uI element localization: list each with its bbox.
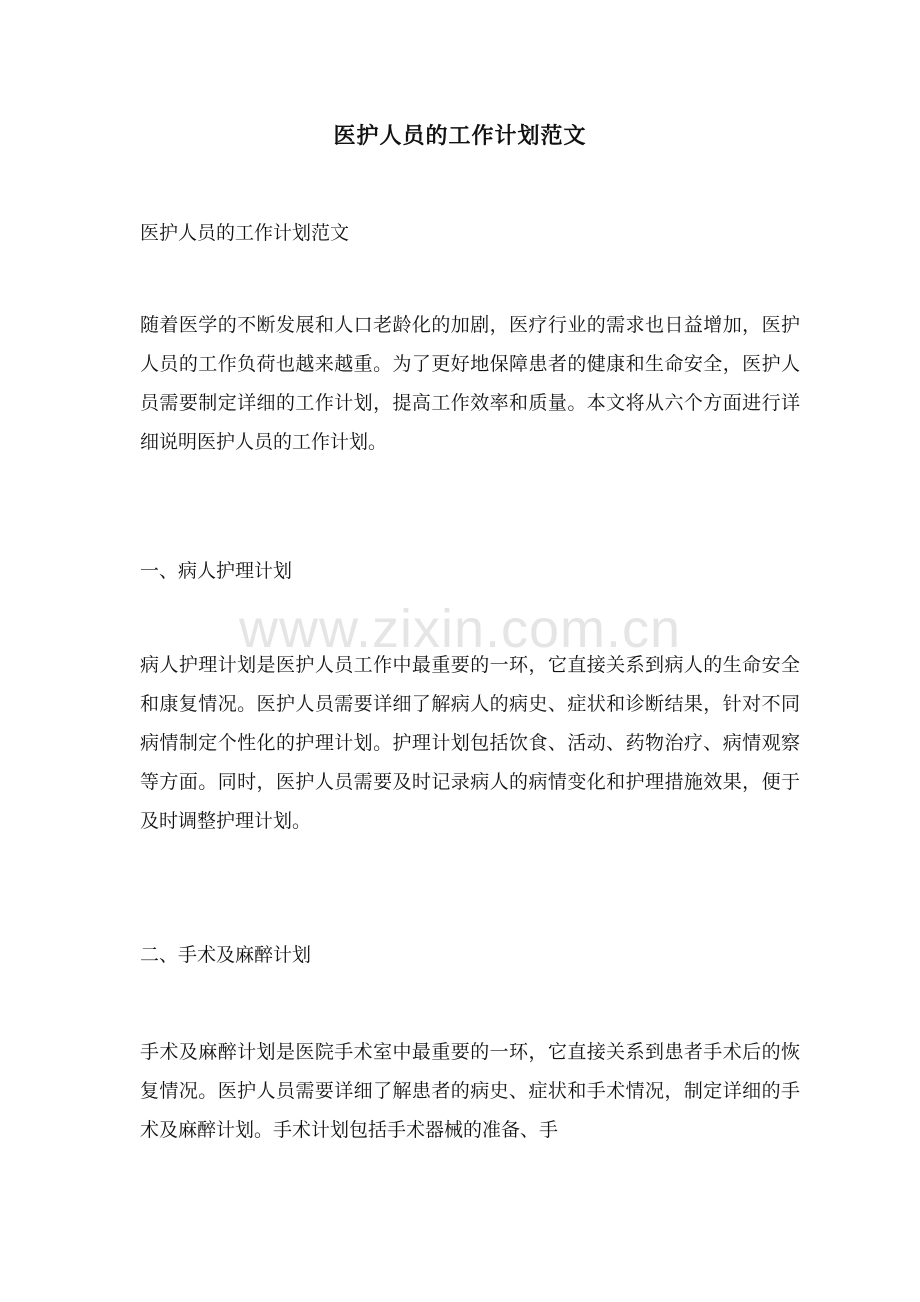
section-body-2: 手术及麻醉计划是医院手术室中最重要的一环，它直接关系到患者手术后的恢复情况。医护人员需要详细了解患者的病史、症状和手术情况，制定详细的手术及麻醉计划。手术计划包括手术器械的准备、手 [140,1041,800,1141]
document-subtitle: 医护人员的工作计划范文 [140,222,350,244]
watermark: www.zixin.com.cn [238,599,682,659]
section-heading-2: 二、手术及麻醉计划 [140,944,312,966]
section-heading-1: 一、病人护理计划 [140,560,293,582]
intro-paragraph: 随着医学的不断发展和人口老龄化的加剧，医疗行业的需求也日益增加，医护人员的工作负荷也越来越重。为了更好地保障患者的健康和生命安全，医护人员需要制定详细的工作计划，提高工作效率和质量。本文将从六个方面进行详细说明医护人员的工作计划。 [140,314,800,453]
section-body-1: 病人护理计划是医护人员工作中最重要的一环，它直接关系到病人的生命安全和康复情况。医护人员需要详细了解病人的病史、症状和诊断结果，针对不同病情制定个性化的护理计划。护理计划包括饮食、活动、药物治疗、病情观察等方面。同时，医护人员需要及时记录病人的病情变化和护理措施效果，便于及时调整护理计划。 [140,654,800,832]
document-title: 医护人员的工作计划范文 [333,123,587,149]
